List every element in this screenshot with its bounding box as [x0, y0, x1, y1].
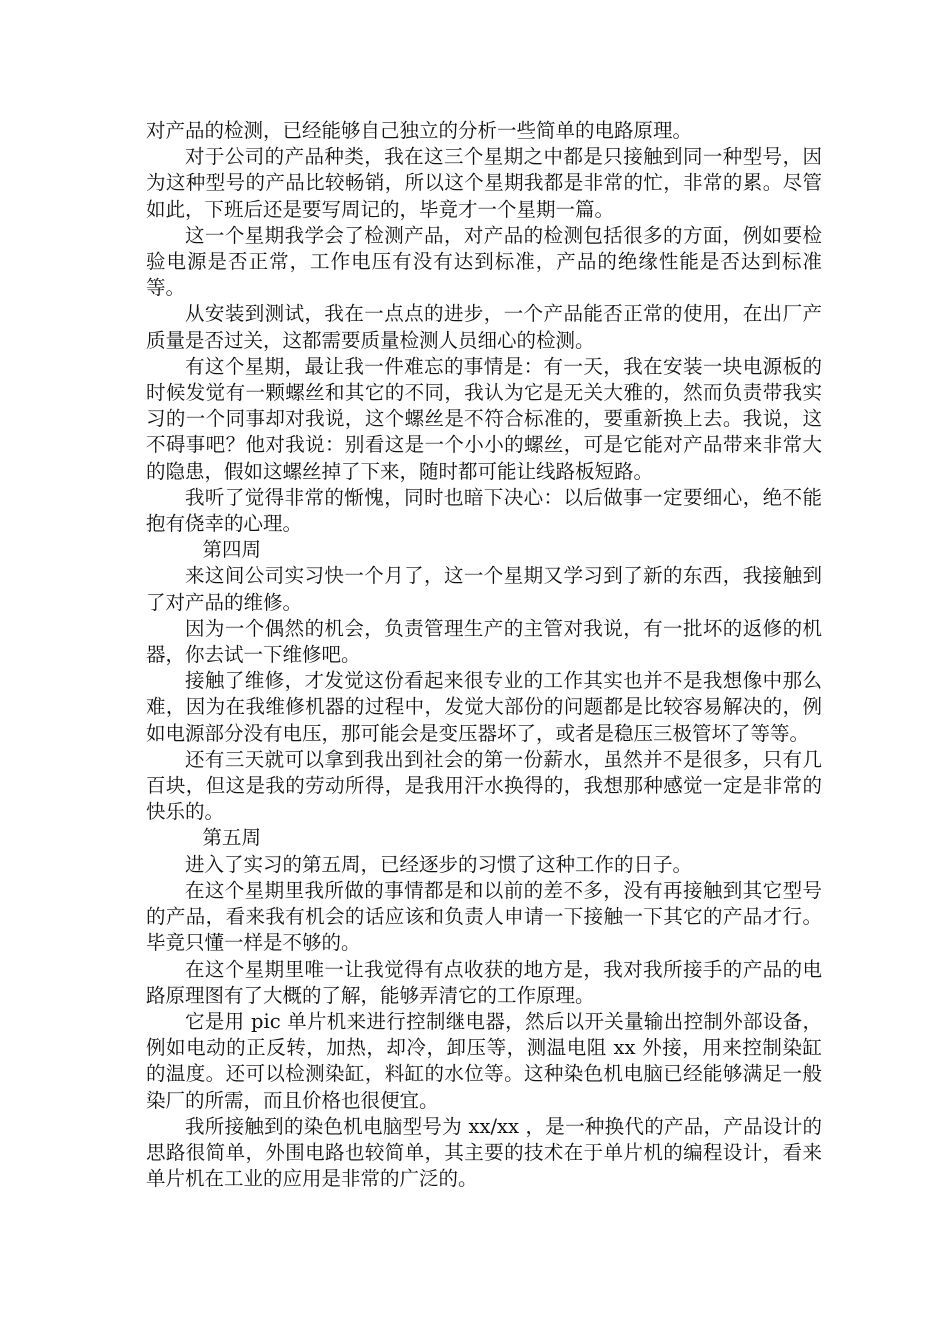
paragraph: 有这个星期，最让我一件难忘的事情是：有一天，我在安装一块电源板的时候发觉有一颗螺丝和其它的不同，我认为它是无关大雅的，然而负责带我实习的一个同事却对我说，这个螺丝是不符合标准的，要重新换上去。我说，这不碍事吧？他对我说：别看这是一个小小的螺丝，可是它能对产品带来非常大的隐患，假如这螺丝掉了下来，随时都可能让线路板短路。 — [146, 354, 822, 483]
paragraph: 对产品的检测，已经能够自己独立的分析一些简单的电路原理。 — [146, 119, 693, 142]
section-heading-week-5: 第五周 — [202, 826, 262, 850]
section-heading-week-4: 第四周 — [202, 538, 262, 562]
paragraph: 我所接触到的染色机电脑型号为 xx/xx ，是一种换代的产品，产品设计的思路很简单，外围电路也较简单，其主要的技术在于单片机的编程设计，看来单片机在工业的应用是非常的广泛的。 — [146, 1114, 822, 1191]
paragraph: 我听了觉得非常的惭愧，同时也暗下决心：以后做事一定要细心，绝不能抱有侥幸的心理。 — [146, 485, 822, 536]
paragraph: 它是用 pic 单片机来进行控制继电器，然后以开关量输出控制外部设备，例如电动的正反转，加热，却冷，卸压等，测温电阻 xx 外接，用来控制染缸的温度。还可以检测染缸，料缸的水位等。这种染色机电脑已经能够满足一般染厂的所需，而且价格也很便宜。 — [146, 1009, 822, 1112]
paragraph: 从安装到测试，我在一点点的进步，一个产品能否正常的使用，在出厂产质量是否过关，这都需要质量检测人员细心的检测。 — [146, 302, 822, 352]
paragraph: 进入了实习的第五周，已经逐步的习惯了这种工作的日子。 — [185, 852, 693, 876]
paragraph: 还有三天就可以拿到我出到社会的第一份薪水，虽然并不是很多，只有几百块，但这是我的劳动所得，是我用汗水换得的，我想那种感觉一定是非常的快乐的。 — [146, 747, 822, 824]
paragraph: 因为一个偶然的机会，负责管理生产的主管对我说，有一批坏的返修的机器，你去试一下维修吧。 — [146, 616, 822, 667]
paragraph: 来这间公司实习快一个月了，这一个星期又学习到了新的东西，我接触到了对产品的维修。 — [146, 564, 822, 614]
paragraph: 这一个星期我学会了检测产品，对产品的检测包括很多的方面，例如要检验电源是否正常，工作电压有没有达到标准，产品的绝缘性能是否达到标准等。 — [146, 223, 822, 300]
paragraph: 在这个星期里我所做的事情都是和以前的差不多，没有再接触到其它型号的产品，看来我有机会的话应该和负责人申请一下接触一下其它的产品才行。毕竟只懂一样是不够的。 — [146, 878, 822, 955]
document-body — [146, 118, 822, 1192]
paragraph: 对于公司的产品种类，我在这三个星期之中都是只接触到同一种型号，因为这种型号的产品比较畅销，所以这个星期我都是非常的忙，非常的累。尽管如此，下班后还是要写周记的，毕竟才一个星期一篇。 — [146, 145, 822, 221]
paragraph: 在这个星期里唯一让我觉得有点收获的地方是，我对我所接手的产品的电路原理图有了大概的了解，能够弄清它的工作原理。 — [146, 957, 822, 1007]
paragraph: 接触了维修，才发觉这份看起来很专业的工作其实也并不是我想像中那么难，因为在我维修机器的过程中，发觉大部份的问题都是比较容易解决的，例如电源部分没有电压，那可能会是变压器坏了，或者是稳压三极管坏了等等。 — [146, 669, 822, 745]
